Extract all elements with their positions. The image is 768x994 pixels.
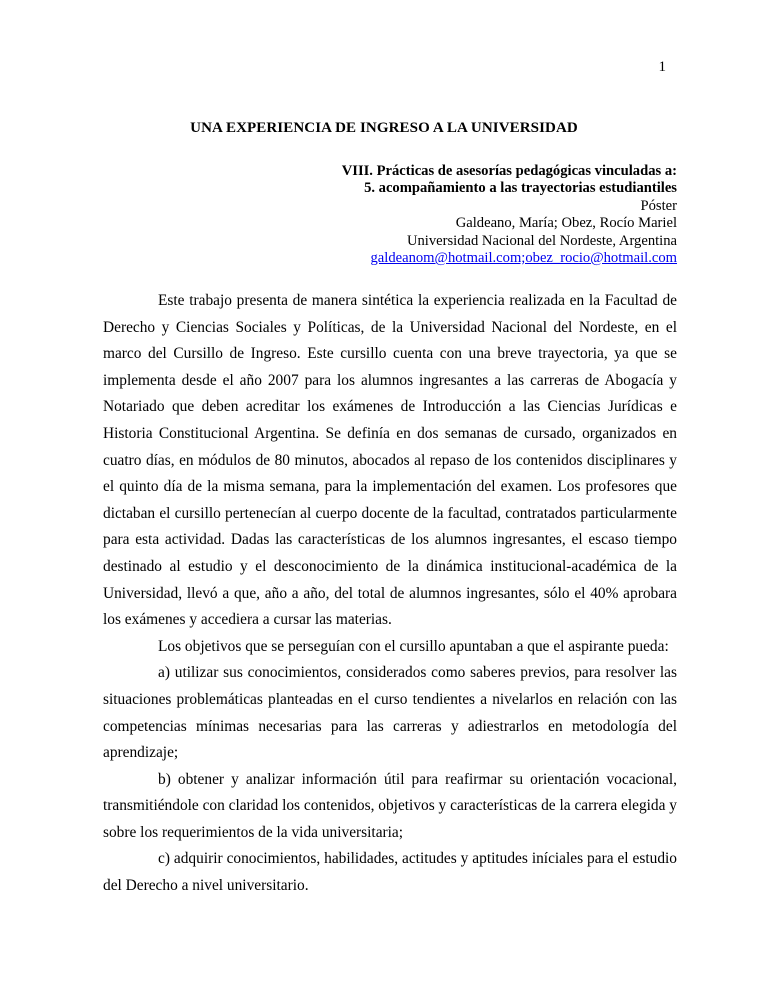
authors: Galdeano, María; Obez, Rocío Mariel — [455, 215, 677, 232]
email-link[interactable]: galdeanom@hotmail.com;obez_rocio@hotmail.com — [370, 250, 677, 267]
institution: Universidad Nacional del Nordeste, Argentina — [406, 232, 677, 249]
paragraph-objective-b: b) obtener y analizar información útil para reafirmar su orientación vocacional, transmitiéndole con claridad los contenidos, objetivos y características de la carrera elegida y sobre los requerimientos de la vida universitaria; — [103, 770, 677, 841]
paragraph-objective-a: a) utilizar sus conocimientos, considerados como saberes previos, para resolver las situaciones problemáticas planteadas en el curso tendientes a nivelarlos en relación con las competencias mínimas necesarias para las carreras y adiestrarlos en metodología del aprendizaje; — [103, 664, 677, 762]
format-label: Póster — [640, 197, 677, 214]
subsection-label: 5. acompañamiento a las trayectorias estudiantiles — [364, 180, 677, 197]
paper-meta — [257, 163, 677, 267]
paragraph-intro: Este trabajo presenta de manera sintética la experiencia realizada en la Facultad de Derecho y Ciencias Sociales y Políticas, de la Universidad Nacional del Nordeste, en el marco del Cursillo de Ingreso. Este cursillo cuenta con una breve trayectoria, ya que se implementa desde el año 2007 para los alumnos ingresantes a las carreras de Abogacía y Notariado que deben acreditar los exámenes de Introducción a las Ciencias Jurídicas e Historia Constitucional Argentina. Se definía en dos semanas de cursado, organizados en cuatro días, en módulos de 80 minutos, abocados al repaso de los contenidos disciplinares y el quinto día de la misma semana, para la implementación del examen. Los profesores que dictaban el cursillo pertenecían al cuerpo docente de la facultad, contratados particularmente para esta actividad. Dadas las características de los alumnos ingresantes, el escaso tiempo destinado al estudio y el desconocimiento de la dinámica institucional-académica de la Universidad, llevó a que, año a año, del total de alumnos ingresantes, sólo el 40% aprobara los exámenes y accediera a cursar las materias. — [103, 292, 677, 629]
page-title: UNA EXPERIENCIA DE INGRESO A LA UNIVERSIDAD — [190, 120, 578, 136]
page-number: 1 — [658, 59, 666, 75]
section-label: VIII. Prácticas de asesorías pedagógicas vinculadas a: — [341, 163, 677, 179]
body-text — [103, 288, 677, 900]
paragraph-objectives: Los objetivos que se perseguían con el cursillo apuntaban a que el aspirante pueda: — [158, 637, 669, 655]
paragraph-objective-c: c) adquirir conocimientos, habilidades, actitudes y aptitudes iníciales para el estudio del Derecho a nivel universitario. — [103, 850, 677, 895]
